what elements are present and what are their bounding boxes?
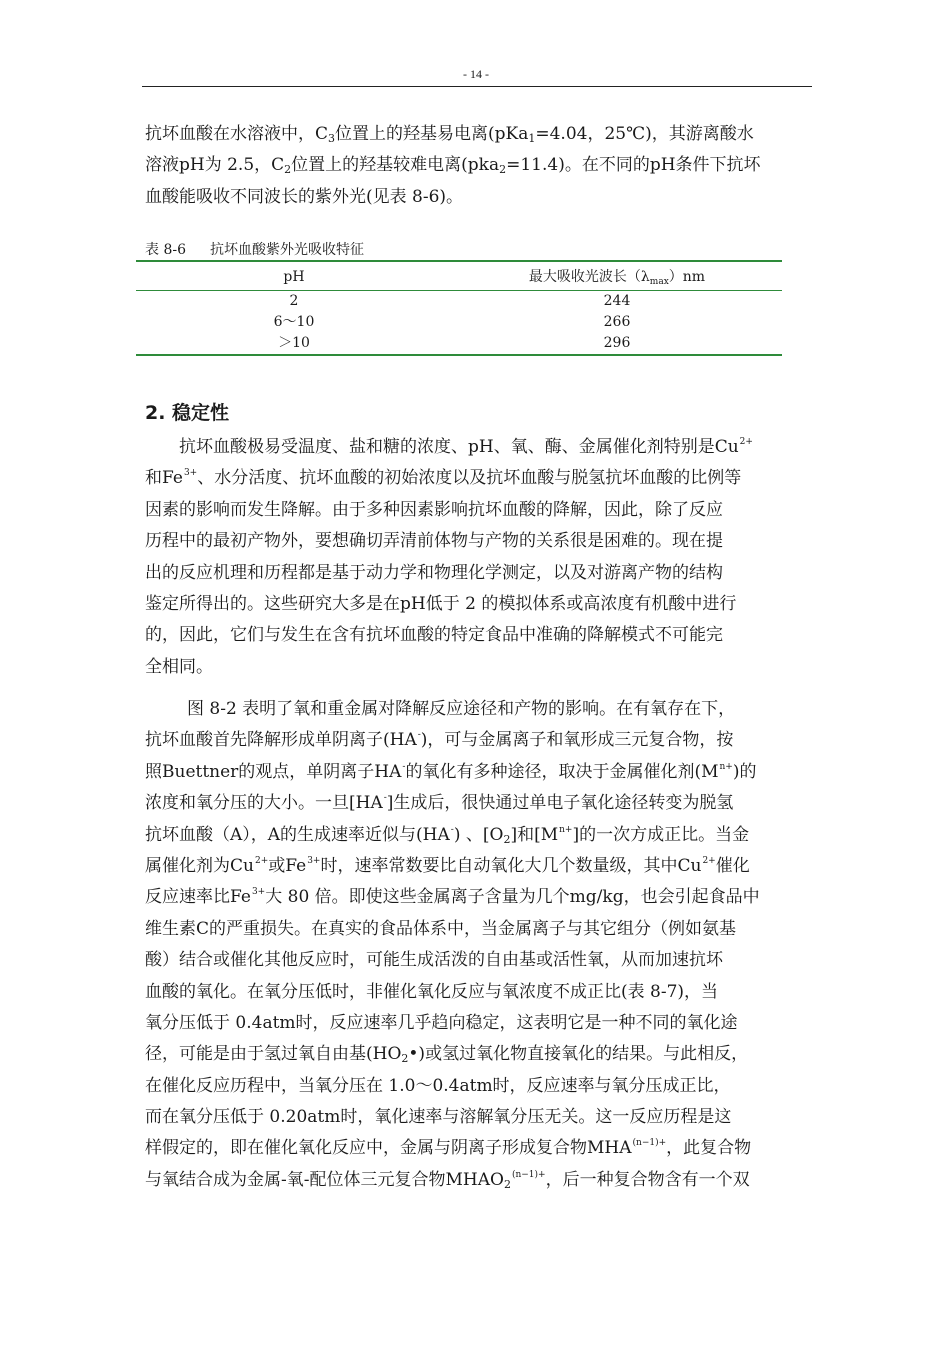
header-wavelength: 最大吸收光波长$(\lambda_{max})nm$ (528, 269, 706, 287)
section-heading: 2. 稳定性 (145, 402, 230, 424)
cell-wavelength: 244 (603, 293, 631, 309)
paragraph-line: 样假定的，即在催化氧化反应中，金属与阴离子形成复合物$MHA^{(n-1)+}$，此复合物 (145, 1138, 752, 1159)
paragraph-line: 抗坏血酸（A），A的生成速率近似与(HA-) 、[O2]和$[M^{n+}]$的一次方成正比。当金 (145, 824, 750, 846)
intro-paragraph (145, 119, 805, 213)
paragraph-line: 氧分压低于 0.4atm时，反应速率几乎趋向稳定，这表明它是一种不同的氧化途 (145, 1012, 738, 1033)
table-row (136, 312, 782, 333)
paragraph-line: 因素的影响而发生降解。由于多种因素影响抗坏血酸的降解，因此，除了反应 (145, 499, 723, 520)
paragraph-line: 的，因此，它们与发生在含有抗坏血酸的特定食品中准确的降解模式不可能完 (145, 625, 723, 646)
stability-paragraph-2 (145, 694, 805, 1196)
cell-wavelength: 296 (603, 335, 631, 351)
cell-ph: 2 (289, 293, 299, 309)
paragraph-line: 鉴定所得出的。这些研究大多是在pH低于 2 的模拟体系或高浓度有机酸中进行 (145, 593, 737, 614)
paragraph-line: 酸）结合或催化其他反应时，可能生成活泼的自由基或活性氧，从而加速抗坏 (145, 950, 723, 971)
header-ph: pH (283, 269, 305, 285)
paragraph-line: 出的反应机理和历程都是基于动力学和物理化学测定，以及对游离产物的结构 (145, 562, 723, 583)
paragraph-line: 抗坏血酸首先降解形成单阴离子(HA-)，可与金属离子和氧形成三元复合物，按 (145, 730, 734, 751)
uv-absorption-table (136, 260, 782, 356)
paragraph-line: 和$Fe^{3+}$、水分活度、抗坏血酸的初始浓度以及抗坏血酸与脱氢抗坏血酸的比例等 (145, 468, 742, 489)
header-rule (142, 86, 812, 87)
paragraph-line: 历程中的最初产物外，要想确切弄清前体物与产物的关系很是困难的。现在提 (145, 531, 723, 552)
stability-paragraph-1 (145, 432, 805, 683)
table-caption-number: 表 8-6 (145, 242, 186, 258)
paragraph-line: 与氧结合成为金属-氧-配位体三元复合物$MHAO2^{(n-1)+}$，后一种复合物含有一个双 (145, 1169, 750, 1191)
paragraph-line: 在催化反应历程中，当氧分压在 1.0～0.4atm时，反应速率与氧分压成正比， (145, 1075, 731, 1096)
table-caption (145, 239, 388, 259)
paragraph-line: 全相同。 (145, 656, 213, 677)
cell-ph: ＞10 (278, 335, 310, 351)
cell-ph: 6～10 (273, 314, 315, 330)
page-number: - 14 - (463, 67, 489, 81)
table-caption-title: 抗坏血酸紫外光吸收特征 (210, 242, 364, 258)
paragraph-line: 反应速率比$Fe^{3+}$大 80 倍。即使这些金属离子含量为几个mg/kg，也会引起食品中 (145, 887, 760, 908)
paragraph-line: 径，可能是由于氢过氧自由基(HO2•)或氢过氧化物直接氧化的结果。与此相反， (145, 1044, 749, 1066)
paragraph-line: 血酸的氧化。在氧分压低时，非催化氧化反应与氧浓度不成正比(表 8-7)，当 (145, 981, 719, 1002)
table-header-row (136, 262, 782, 290)
paragraph-line: 而在氧分压低于 0.20atm时，氧化速率与溶解氧分压无关。这一反应历程是这 (145, 1107, 732, 1128)
table-row (136, 291, 782, 312)
intro-line: 血酸能吸收不同波长的紫外光(见表 8-6)。 (145, 186, 464, 207)
paragraph-line: 维生素C的严重损失。在真实的食品体系中，当金属离子与其它组分（例如氨基 (145, 918, 737, 939)
paragraph-line: 照Buettner的观点，单阴离子HA-的氧化有多种途径，取决于金属催化剂$(M^{n+})$的 (145, 761, 757, 782)
intro-line: 抗坏血酸在水溶液中，C3位置上的羟基易电离(pKa1=4.04，25℃)，其游离酸水 (145, 124, 754, 145)
paragraph-line: 图 8-2 表明了氧和重金属对降解反应途径和产物的影响。在有氧存在下， (187, 699, 736, 719)
paragraph-line: 浓度和氧分压的大小。一旦[HA-]生成后，很快通过单电子氧化途径转变为脱氢 (145, 793, 734, 814)
paragraph-line: 属催化剂为$Cu^{2+}$或$Fe^{3+}$时，速率常数要比自动氧化大几个数量级，其中$Cu^{2+}$催化 (145, 855, 750, 876)
paragraph-line: 抗坏血酸极易受温度、盐和糖的浓度、pH、氧、酶、金属催化剂特别是$Cu^{2+}$ (179, 437, 753, 457)
intro-line: 溶液pH为 2.5，C2位置上的羟基较难电离(pka2=11.4)。在不同的pH条件下抗坏 (145, 155, 761, 177)
table-row (136, 333, 782, 354)
table-bottom-rule (136, 354, 782, 356)
cell-wavelength: 266 (603, 314, 631, 330)
